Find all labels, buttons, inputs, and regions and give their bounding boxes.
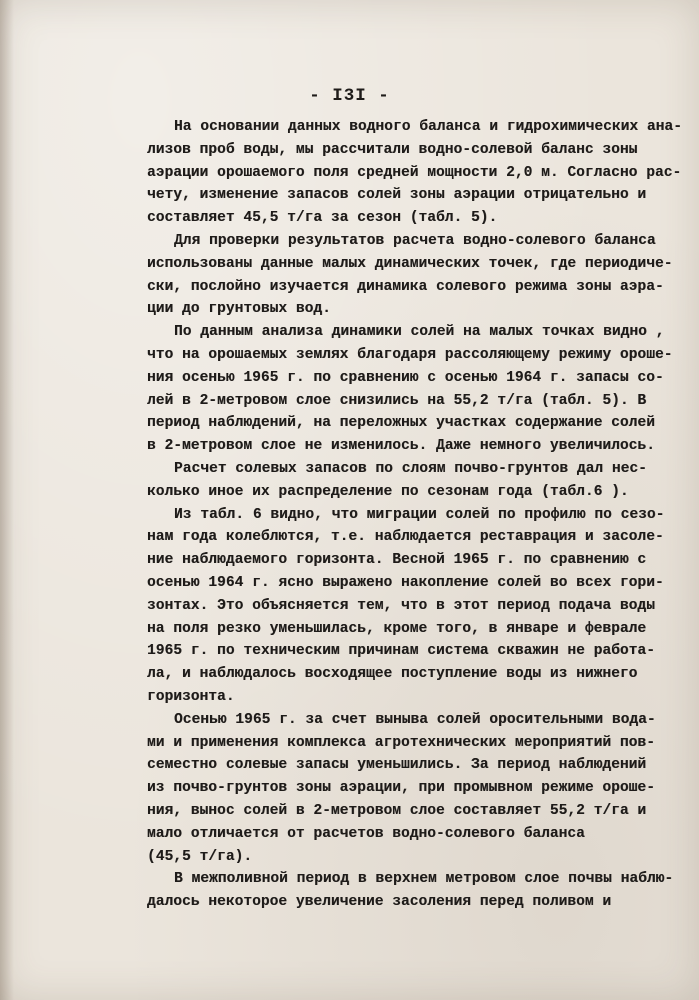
text-line: Для проверки результатов расчета водно-солевого баланса bbox=[174, 232, 656, 249]
text-line: ния осенью 1965 г. по сравнению с осенью 1964 г. запасы со- bbox=[147, 369, 664, 386]
text-line: На основании данных водного баланса и гидрохимических ана- bbox=[174, 119, 682, 135]
text-line: ния, вынос солей в 2-метровом слое составляет 55,2 т/га и bbox=[147, 802, 647, 819]
text-line: (45,5 т/га). bbox=[147, 848, 253, 865]
text-line: аэрации орошаемого поля средней мощности 2,0 м. Согласно рас- bbox=[147, 164, 682, 181]
text-line: составляет 45,5 т/га за сезон (табл. 5). bbox=[147, 210, 498, 227]
text-line: ции до грунтовых вод. bbox=[147, 301, 331, 318]
text-line: Из табл. 6 видно, что миграции солей по профилю по сезо- bbox=[174, 506, 665, 523]
text-line: По данным анализа динамики солей на малых точках видно , bbox=[174, 324, 665, 341]
text-line: колько иное их распределение по сезонам года (табл.6 ). bbox=[147, 483, 629, 500]
text-line: использованы данные малых динамических точек, где периодиче- bbox=[147, 255, 673, 272]
text-line: горизонта. bbox=[147, 688, 235, 705]
page-number: - I3I - bbox=[309, 86, 390, 106]
text-line: семестно солевые запасы уменьшились. За период наблюдений bbox=[147, 757, 647, 774]
text-line: лизов проб воды, мы рассчитали водно-солевой баланс зоны bbox=[147, 141, 638, 158]
text-line: зонтах. Это объясняется тем, что в этот период подача воды bbox=[147, 597, 655, 614]
text-line: ми и применения комплекса агротехнических мероприятий пов- bbox=[147, 734, 655, 751]
text-line: ла, и наблюдалось восходящее поступление воды из нижнего bbox=[147, 666, 638, 683]
text-line: ски, послойно изучается динамика солевого режима зоны аэра- bbox=[147, 278, 664, 295]
text-line: нам года колеблются, т.е. наблюдается реставрация и засоле- bbox=[147, 529, 664, 546]
text-line: мало отличается от расчетов водно-солевого баланса bbox=[147, 825, 585, 842]
text-line: ние наблюдаемого горизонта. Весной 1965 г. по сравнению с bbox=[147, 552, 647, 569]
text-line: 1965 г. по техническим причинам система скважин не работа- bbox=[147, 643, 655, 660]
text-line: Расчет солевых запасов по слоям почво-грунтов дал нес- bbox=[174, 460, 647, 477]
page-shadow-edge bbox=[0, 0, 14, 1000]
text-line: на поля резко уменьшилась, кроме того, в январе и феврале bbox=[147, 620, 647, 637]
text-line: далось некоторое увеличение засоления перед поливом и bbox=[147, 894, 612, 911]
text-line: период наблюдений, на переложных участках содержание солей bbox=[147, 415, 655, 432]
text-line: лей в 2-метровом слое снизились на 55,2 т/га (табл. 5). В bbox=[147, 392, 647, 409]
text-line: Осенью 1965 г. за счет выныва солей оросительными вода- bbox=[174, 711, 656, 728]
text-line: что на орошаемых землях благодаря рассоляющему режиму ороше- bbox=[147, 346, 673, 363]
text-line: осенью 1964 г. ясно выражено накопление солей во всех гори- bbox=[147, 574, 664, 591]
text-line: чету, изменение запасов солей зоны аэрации отрицательно и bbox=[147, 187, 647, 204]
body-text bbox=[147, 116, 687, 914]
text-line: в 2-метровом слое не изменилось. Даже немного увеличилось. bbox=[147, 438, 655, 455]
text-line: из почво-грунтов зоны аэрации, при промывном режиме ороше- bbox=[147, 780, 655, 797]
text-line: В межполивной период в верхнем метровом слое почвы наблю- bbox=[174, 871, 674, 888]
